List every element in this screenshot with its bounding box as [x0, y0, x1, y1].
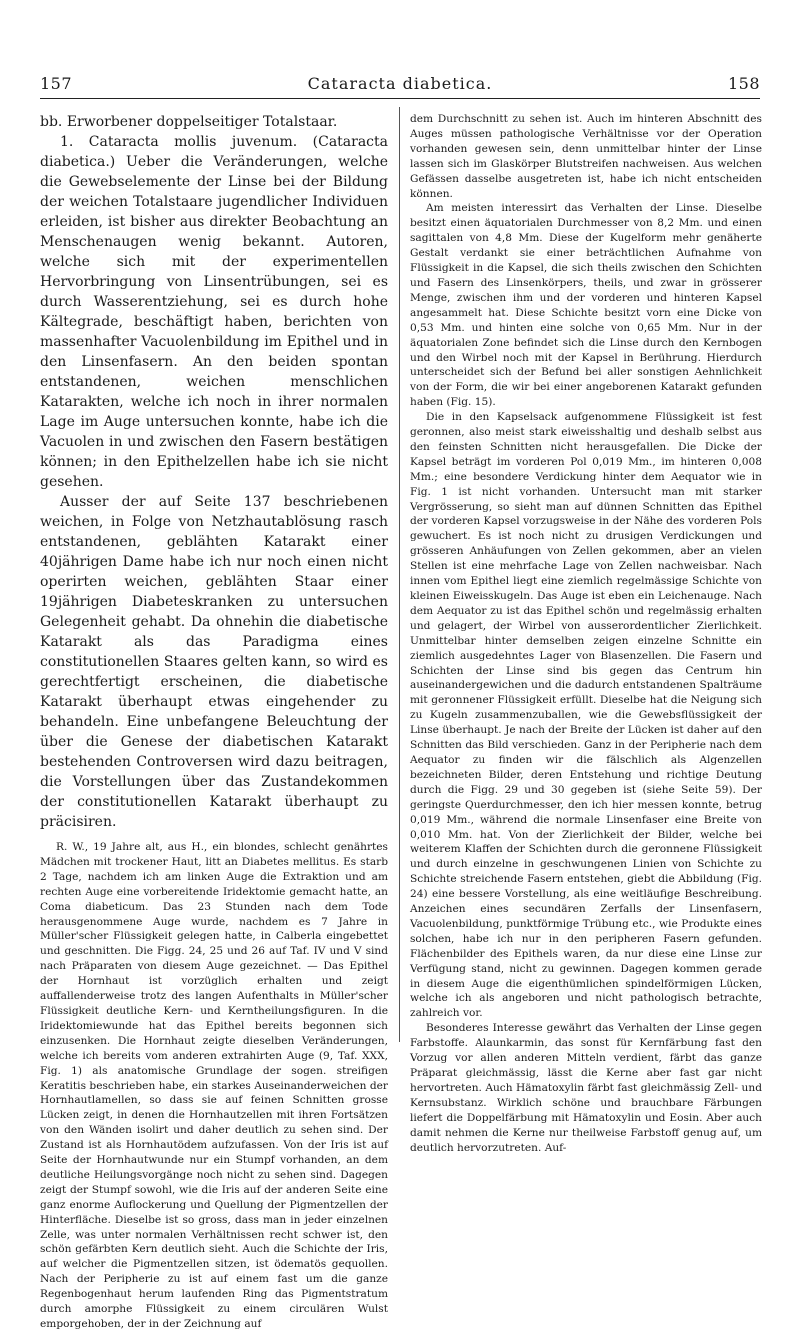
right-column	[410, 112, 762, 1155]
paragraph: Die in den Kapselsack aufgenommene Flüssigkeit ist fest geronnen, also meist stark eiweisshaltig und deshalb selbst aus den feinsten Schnitten nicht herausgefallen. Die Dicke der Kapsel beträgt im vorderen Pol 0,019 Mm., im hinteren 0,008 Mm.; eine besondere Verdickung hinter dem Aequator wie in Fig. 1 ist nicht vorhanden. Untersucht man mit starker Vergrösserung, so sieht man auf dünnen Schnitten das Epithel der vorderen Kapsel vorzugsweise in der Nähe des vorderen Pols gewuchert. Es ist noch nicht zu drusigen Verdickungen und grösseren Anhäufungen von Zellen gekommen, aber an vielen Stellen ist eine mehrfache Lage von Zellen nachweisbar. Nach innen vom Epithel liegt eine ziemlich regelmässige Schichte von kleinen Eiweisskugeln. Das Auge ist eben ein Leichenauge. Nach dem Aequator zu ist das Epithel schön und regelmässig erhalten und gelagert, der Wirbel von ausserordentlicher Zierlichkeit. Unmittelbar hinter demselben zeigen einzelne Schnitte ein ziemlich ausgedehntes Lager von Blasenzellen. Die Fasern und Schichten der Linse sind bis gegen das Centrum hin auseinandergewichen und die dadurch entstandenen Spalträume mit geronnener Flüssigkeit erfüllt. Dieselbe hat die Neigung sich zu Kugeln zusammenzuballen, wie die Gewebsflüssigkeit der Linse überhaupt. Je nach der Breite der Lücken ist daher auf den Schnitten das Bild verschieden. Ganz in der Peripherie nach dem Aequator zu finden wir die fälschlich als Algenzellen bezeichneten Bilder, deren Entstehung und richtige Deutung durch die Figg. 29 und 30 gegeben ist (siehe Seite 59). Der geringste Querdurchmesser, den ich hier messen konnte, betrug 0,019 Mm., während die normale Linsenfaser eine Breite von 0,010 Mm. hat. Von der Zierlichkeit der Bilder, welche bei weiterem Klaffen der Schichten durch die geronnene Flüssigkeit und durch einzelne in geschwungenen Linien von Schichte zu Schichte streichende Fasern entstehen, giebt die Abbildung (Fig. 24) eine bessere Vorstellung, als eine weitläufige Beschreibung. Anzeichen eines secundären Zerfalls der Linsenfasern, Vacuolenbildung, punktförmige Trübung etc., wie Produkte eines solchen, habe ich nur in den peripheren Fasern gefunden. Flächenbilder des Epithels waren, da nur diese eine Linse zur Verfügung stand, nicht zu gewinnen. Dagegen kommen gerade in diesem Auge die eigenthümlichen spindelförmigen Lücken, welche ich als angeboren und nicht pathologisch betrachte, zahlreich vor.	[410, 411, 762, 1020]
left-column	[40, 112, 388, 1332]
section-heading: bb. Erworbener doppelseitiger Totalstaar.	[40, 114, 338, 130]
case-report: R. W., 19 Jahre alt, aus H., ein blondes, schlecht genährtes Mädchen mit trockener Haut, litt an Diabetes mellitus. Es starb 2 Tage, nachdem ich am linken Auge die Extraktion und am rechten Auge eine vorbereitende Iridektomie gemacht hatte, an Coma diabeticum. Das 23 Stunden nach dem Tode herausgenommene Auge wurde, nachdem es 7 Jahre in Müller'scher Flüssigkeit gelegen hatte, in Calberla eingebettet und geschnitten. Die Figg. 24, 25 und 26 auf Taf. IV und V sind nach Präparaten von diesem Auge gezeichnet. — Das Epithel der Hornhaut ist vorzüglich erhalten und zeigt auffallenderweise trotz des langen Aufenthalts in Müller'scher Flüssigkeit deutliche Kern- und Kerntheilungsfiguren. In die Iridektomiewunde hat das Epithel bereits begonnen sich einzusenken. Die Hornhaut zeigte dieselben Veränderungen, welche ich bereits vom anderen extrahirten Auge (9, Taf. XXX, Fig. 1) als anatomische Grundlage der sogen. streifigen Keratitis beschrieben habe, ein starkes Auseinanderweichen der Hornhautlamellen, so dass sie auf feinen Schnitten grosse Lücken zeigt, in denen die Hornhautzellen mit ihren Fortsätzen von den Wänden isolirt und daher deutlich zu sehen sind. Der Zustand ist als Hornhautödem aufzufassen. Von der Iris ist auf Seite der Hornhautwunde nur ein Stumpf vorhanden, an dem deutliche Heilungsvorgänge noch nicht zu sehen sind. Dagegen zeigt der Stumpf sowohl, wie die Iris auf der anderen Seite eine ganz enorme Auflockerung und Quellung der Pigmentzellen der Hinterfläche. Dieselbe ist so gross, dass man in jeder einzelnen Zelle, was unter normalen Verhältnissen recht schwer ist, den schön gefärbten Kern deutlich sieht. Auch die Schichte der Iris, auf welcher die Pigmentzellen sitzen, ist ödematös gequollen. Nach der Peripherie zu ist auf einem fast um die ganze Regenbogenhaut herum laufenden Ring das Pigmentstratum durch amorphe Flüssigkeit zu einem circulären Wulst emporgehoben, der in der Zeichnung auf	[40, 841, 388, 1330]
page-number-right: 158	[727, 74, 760, 93]
running-header	[40, 74, 760, 98]
paragraph: Besonderes Interesse gewährt das Verhalten der Linse gegen Farbstoffe. Alaunkarmin, das sonst für Kernfärbung fast den Vorzug vor allen anderen Mitteln verdient, färbt das ganze Präparat gleichmässig, lässt die Kerne aber fast gar nicht hervortreten. Auch Hämatoxylin färbt fast gleichmässig Zell- und Kernsubstanz. Wirklich schöne und brauchbare Färbungen liefert die Doppelfärbung mit Hämatoxylin und Eosin. Aber auch damit nehmen die Kerne nur theilweise Farbstoff genug auf, um deutlich hervorzutreten. Auf-	[410, 1022, 762, 1154]
paragraph: Ausser der auf Seite 137 beschriebenen weichen, in Folge von Netzhautablösung rasch entstandenen, geblähten Katarakt einer 40jährigen Dame habe ich nur noch einen nicht operirten weichen, geblähten Staar einer 19jährigen Diabeteskranken zu untersuchen Gelegenheit gehabt. Da ohnehin die diabetische Katarakt als das Paradigma eines constitutionellen Staares gelten kann, so wird es gerechtfertigt erscheinen, die diabetische Katarakt überhaupt etwas eingehender zu behandeln. Eine unbefangene Beleuchtung der über die Genese der diabetischen Katarakt bestehenden Controversen wird dazu beitragen, die Vorstellungen über das Zustandekommen der constitutionellen Katarakt überhaupt zu präcisiren.	[40, 494, 388, 830]
running-title: Cataracta diabetica.	[307, 74, 493, 93]
paragraph: 1. Cataracta mollis juvenum. (Cataracta diabetica.) Ueber die Veränderungen, welche die Gewebselemente der Linse bei der Bildung der weichen Totalstaare jugendlicher Individuen erleiden, ist bisher aus direkter Beobachtung an Menschenaugen wenig bekannt. Autoren, welche sich mit der experimentellen Hervorbringung von Linsentrübungen, sei es durch Wasserentziehung, sei es durch hohe Kältegrade, beschäftigt haben, berichten von massenhafter Vacuolenbildung im Epithel und in den Linsenfasern. An den beiden spontan entstandenen, weichen menschlichen Katarakten, welche ich noch in ihrer normalen Lage im Auge untersuchen konnte, habe ich die Vacuolen in und zwischen den Fasern bestätigen können; in den Epithelzellen habe ich sie nicht gesehen.	[40, 134, 388, 490]
column-divider	[399, 107, 400, 1042]
paragraph: Am meisten interessirt das Verhalten der Linse. Dieselbe besitzt einen äquatorialen Durchmesser von 8,2 Mm. und einen sagittalen von 4,8 Mm. Diese der Kugelform mehr genäherte Gestalt verdankt sie einer beträchtlichen Aufnahme von Flüssigkeit in die Kapsel, die sich theils zwischen den Schichten und Fasern des Linsenkörpers, theils, und zwar in grösserer Menge, zwischen ihm und der vorderen und hinteren Kapsel angesammelt hat. Diese Schichte besitzt vorn eine Dicke von 0,53 Mm. und hinten eine solche von 0,65 Mm. Nur in der äquatorialen Zone befindet sich die Linse durch den Kernbogen und den Wirbel noch mit der Kapsel in Berührung. Hierdurch unterscheidet sich der Befund bei aller sonstigen Aehnlichkeit von der Form, die wir bei einer angeborenen Katarakt gefunden haben (Fig. 15).	[410, 202, 762, 409]
paragraph: dem Durchschnitt zu sehen ist. Auch im hinteren Abschnitt des Auges müssen pathologische Verhältnisse vor der Operation vorhanden gewesen sein, denn unmittelbar hinter der Linse lassen sich im Glaskörper Blutstreifen nachweisen. Aus welchen Gefässen dasselbe ausgetreten ist, habe ich nicht entscheiden können.	[410, 113, 762, 200]
header-rule	[40, 98, 760, 99]
page-number-left: 157	[40, 74, 73, 93]
